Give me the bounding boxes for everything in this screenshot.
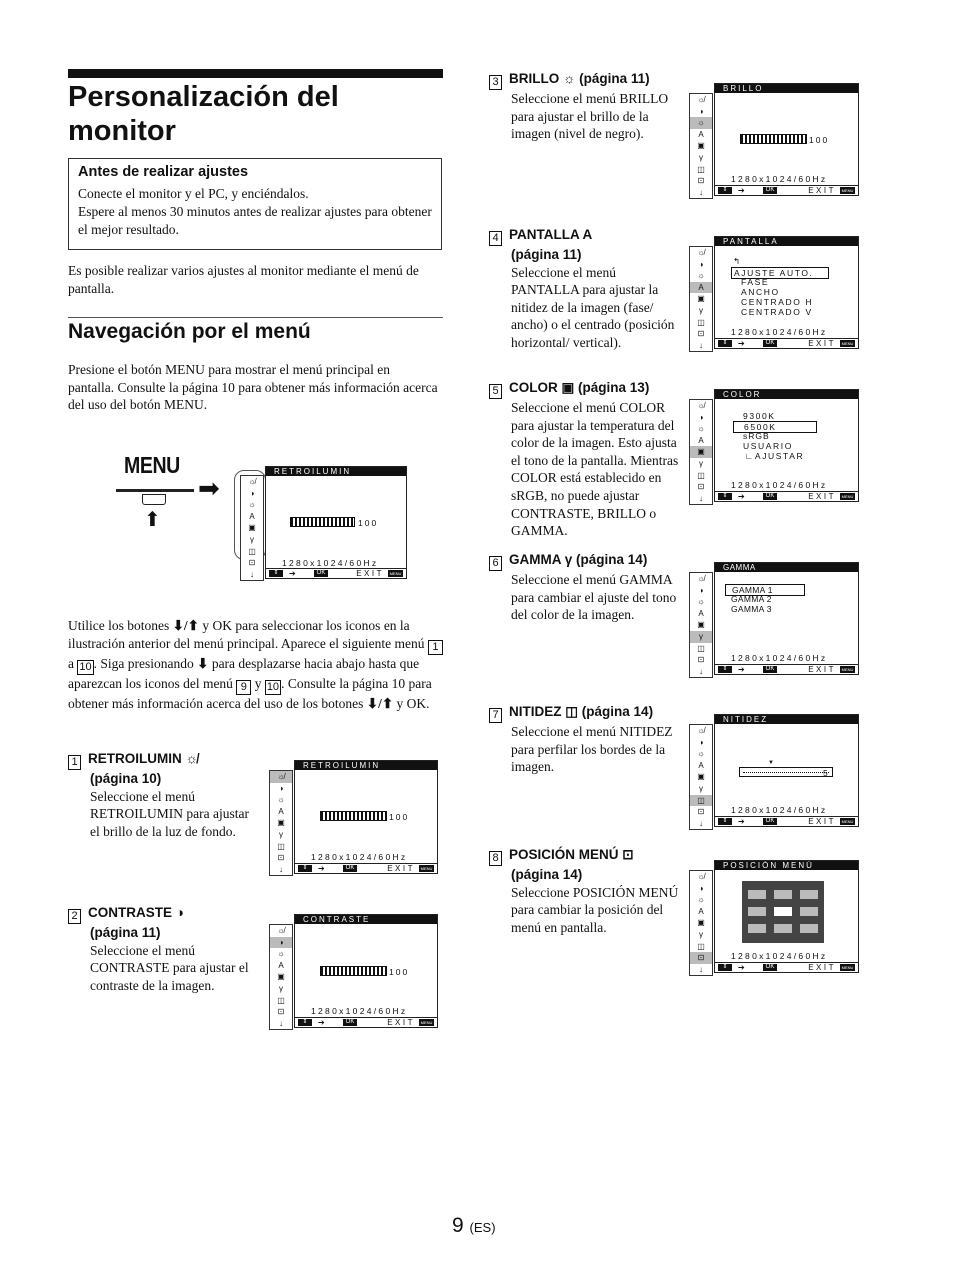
ok-key: OK <box>314 570 328 577</box>
option-user: USUARIO <box>743 441 793 451</box>
backlight-icon: ☼̸ <box>697 401 705 410</box>
sharpness-icon: ◫ <box>697 317 705 327</box>
contrast-icon: ◑ <box>698 883 704 893</box>
box-heading: Antes de realizar ajustes <box>78 164 249 180</box>
intro-text: Es posible realizar varios ajustes al monitor mediante el menú de pantalla. <box>68 263 419 296</box>
item-number: 8 <box>489 851 502 866</box>
menu-key: MENU <box>841 494 854 499</box>
resolution: 1280x1024/60Hz <box>282 558 379 568</box>
position-cell <box>774 924 792 933</box>
num-10: 10 <box>79 660 92 673</box>
menu-position-icon: ⊡ <box>690 952 712 964</box>
exit-label: EXIT <box>387 864 415 873</box>
level-value: 100 <box>358 518 379 528</box>
color-icon: ▣ <box>697 141 705 151</box>
exit-label: EXIT <box>808 339 836 348</box>
item-number: 3 <box>489 75 502 90</box>
item-number: 2 <box>68 909 81 924</box>
exit-label: EXIT <box>808 665 836 674</box>
item-5 <box>489 379 679 540</box>
enter-icon: ➔ <box>738 963 745 972</box>
sharpness-icon: ◫ <box>565 704 579 719</box>
resolution: 1280x1024/60Hz <box>731 174 828 184</box>
color-icon: ▣ <box>697 772 705 782</box>
enter-icon: ➔ <box>738 339 745 348</box>
item-3 <box>489 70 679 143</box>
menu-key: MENU <box>389 571 402 576</box>
backlight-icon: ☼̸ <box>697 726 705 735</box>
resolution: 1280x1024/60Hz <box>731 327 828 337</box>
item-text: Seleccione el menú NITIDEZ para perfilar los bordes de la imagen. <box>511 724 673 775</box>
color-icon: ▣ <box>697 294 705 304</box>
sharpness-bar <box>739 767 833 777</box>
position-cell <box>748 924 766 933</box>
menu-key: MENU <box>420 866 433 871</box>
page-number-value: 9 <box>452 1214 464 1237</box>
osd-header: POSICIÓN MENÚ <box>715 861 858 870</box>
color-icon: ▣ <box>697 620 705 630</box>
gamma-icon: γ <box>690 631 712 643</box>
t: y OK para seleccionar los iconos en la ilustración anterior del menú principal. Aparece el siguiente menú <box>68 618 428 651</box>
item-name: BRILLO <box>509 71 560 86</box>
bezel-line <box>116 489 194 492</box>
enter-icon: ➔ <box>318 1018 325 1027</box>
box-line-2: Espere al menos 30 minutos antes de realizar ajustes para obtener el mejor resultado. <box>78 204 432 237</box>
brightness-icon: ☼ <box>697 271 705 281</box>
box-line-1: Conecte el monitor y el PC, y enciéndalos. <box>78 186 309 201</box>
level-value: 100 <box>389 812 410 822</box>
osd-header: BRILLO <box>715 84 858 93</box>
position-cell <box>800 907 818 916</box>
color-icon: ▣ <box>561 380 575 395</box>
resolution: 1280x1024/60Hz <box>311 852 408 862</box>
enter-icon: ➔ <box>738 817 745 826</box>
gamma-icon: γ <box>250 534 254 544</box>
brightness-icon: ☼ <box>277 949 285 959</box>
return-icon: ↰ <box>733 256 742 266</box>
resolution: 1280x1024/60Hz <box>311 1006 408 1016</box>
contrast-icon: ◑ <box>698 737 704 747</box>
sharpness-icon: ◫ <box>248 546 256 556</box>
backlight-icon: ☼̸ <box>270 771 292 783</box>
exit-label: EXIT <box>808 817 836 826</box>
position-grid <box>742 881 824 943</box>
updown-key-icon: ⇕ <box>718 340 732 347</box>
brightness-icon: ☼ <box>277 795 285 805</box>
level-bar <box>320 811 387 821</box>
exit-label: EXIT <box>808 492 836 501</box>
down-arrow-icon: ⬇ <box>197 655 209 671</box>
sharpness-marker-icon: ▼ <box>768 760 774 766</box>
item-text: Seleccione el menú PANTALLA para ajustar la nitidez de la imagen (fase/ ancho) o el centrado (posición horizontal/ vertical). <box>511 264 675 350</box>
brightness-icon: ☼ <box>697 597 705 607</box>
sharpness-icon: ◫ <box>277 995 285 1005</box>
menu-key: MENU <box>841 188 854 193</box>
item-page-ref: (página 14) <box>581 704 654 719</box>
option-gamma-2: GAMMA 2 <box>731 594 772 604</box>
up-arrow-icon: ⬆ <box>144 509 161 531</box>
level-bar <box>320 966 387 976</box>
updown-key-icon: ⇕ <box>718 964 732 971</box>
scroll-down-icon: ↓ <box>699 187 703 197</box>
menu-label: MENU <box>124 452 180 478</box>
option-auto: AJUSTE AUTO. <box>731 267 829 279</box>
item-name: RETROILUMIN <box>88 751 182 766</box>
contrast-icon: ◑ <box>698 259 704 269</box>
contrast-icon: ◑ <box>698 412 704 422</box>
resolution: 1280x1024/60Hz <box>731 805 828 815</box>
option-width: ANCHO <box>741 287 780 297</box>
color-icon: ▣ <box>277 972 285 982</box>
sharpness-icon: ◫ <box>690 795 712 807</box>
exit-label: EXIT <box>387 1018 415 1027</box>
contrast-icon: ◑ <box>249 488 255 498</box>
enter-icon: ➔ <box>738 186 745 195</box>
ok-key: OK <box>763 493 777 500</box>
brightness-icon: ☼ <box>563 71 576 86</box>
item-7 <box>489 703 679 776</box>
item-6 <box>489 551 679 624</box>
option-adjust: ∟AJUSTAR <box>745 451 805 461</box>
nav-paragraph: Presione el botón MENU para mostrar el menú principal en pantalla. Consulte la página 10 para obtener más información acerca del uso del botón MENU. <box>68 362 438 413</box>
color-icon: ▣ <box>277 818 285 828</box>
resolution: 1280x1024/60Hz <box>731 653 828 663</box>
contrast-icon: ◑ <box>278 783 284 793</box>
item-8 <box>489 846 679 936</box>
menu-key: MENU <box>841 667 854 672</box>
color-icon: ▣ <box>690 446 712 458</box>
nav-paragraph-2 <box>68 617 444 712</box>
num-10: 10 <box>266 680 280 693</box>
osd-header: RETROILUMIN <box>266 467 406 476</box>
scroll-down-icon: ↓ <box>250 569 254 579</box>
item-name: COLOR <box>509 380 558 395</box>
arrows-icon: ⬇/⬆ <box>172 618 199 633</box>
item-text: Seleccione el menú CONTRASTE para ajustar el contraste de la imagen. <box>90 942 249 993</box>
level-bar <box>290 517 355 527</box>
screen-icon: A <box>698 129 704 139</box>
resolution: 1280x1024/60Hz <box>731 951 828 961</box>
backlight-icon: ☼̸ <box>697 574 705 583</box>
screen-icon: A <box>698 760 704 770</box>
num-9: 9 <box>236 680 251 695</box>
gamma-icon: γ <box>699 929 703 939</box>
item-page-ref: (página 10) <box>90 771 162 786</box>
position-cell <box>774 890 792 899</box>
item-page-ref: (página 13) <box>578 380 650 395</box>
updown-key-icon: ⇕ <box>718 666 732 673</box>
item-text: Seleccione el menú RETROILUMIN para ajustar el brillo de la luz de fondo. <box>90 788 249 839</box>
menu-position-icon: ⊡ <box>248 558 256 568</box>
scroll-down-icon: ↓ <box>699 493 703 503</box>
menu-position-icon: ⊡ <box>697 807 705 817</box>
ok-key: OK <box>763 964 777 971</box>
t: Utilice los botones <box>68 618 173 633</box>
ok-key: OK <box>343 1019 357 1026</box>
enter-icon: ➔ <box>318 864 325 873</box>
menu-position-icon: ⊡ <box>697 655 705 665</box>
scroll-down-icon: ↓ <box>699 964 703 974</box>
gamma-icon: γ <box>564 552 573 567</box>
position-cell-selected <box>774 907 792 916</box>
right-arrow-icon: ➡ <box>198 474 220 503</box>
updown-key-icon: ⇕ <box>718 818 732 825</box>
menu-key: MENU <box>841 341 854 346</box>
item-2 <box>68 904 260 994</box>
item-text: Seleccione el menú COLOR para ajustar la temperatura del color de la imagen. Esto ajusta el tono de la pantalla. Mientras COLOR está establecido en sRGB, no puede ajustar CONTRASTE, BRILLO o GAMMA. <box>511 400 679 539</box>
t: y <box>251 675 265 691</box>
ok-key: OK <box>763 666 777 673</box>
gamma-icon: γ <box>699 152 703 162</box>
item-page-ref: (página 11) <box>511 247 582 262</box>
menu-position-icon: ⊡ <box>277 1007 285 1017</box>
item-page-ref: (página 11) <box>579 71 650 86</box>
arrows-icon: ⬇/⬆ <box>366 695 394 711</box>
updown-key-icon: ⇕ <box>718 187 732 194</box>
backlight-icon: ☼̸ <box>248 477 256 486</box>
ok-key: OK <box>343 865 357 872</box>
osd-header: NITIDEZ <box>715 715 858 724</box>
osd-header: PANTALLA <box>715 237 858 246</box>
osd-header: RETROILUMIN <box>295 761 437 770</box>
position-cell <box>800 924 818 933</box>
option-center-v: CENTRADO V <box>741 307 813 317</box>
position-cell <box>800 890 818 899</box>
ok-key: OK <box>763 818 777 825</box>
enter-icon: ➔ <box>738 665 745 674</box>
backlight-icon: ☼̸ <box>697 248 705 257</box>
option-gamma-1: GAMMA 1 <box>725 584 805 596</box>
backlight-icon: ☼̸ <box>697 872 705 881</box>
osd-header: GAMMA <box>715 563 858 572</box>
option-adjust-label: AJUSTAR <box>754 451 805 461</box>
item-name: PANTALLA <box>509 227 580 242</box>
item-number: 1 <box>68 755 81 770</box>
screen-icon: A <box>698 906 704 916</box>
t: . Consulte la página 10 para obtener más información acerca del uso de los botones <box>68 675 432 711</box>
gamma-icon: γ <box>279 983 283 993</box>
updown-key-icon: ⇕ <box>298 865 312 872</box>
sharpness-icon: ◫ <box>697 164 705 174</box>
sharpness-icon: ◫ <box>697 941 705 951</box>
item-name: CONTRASTE <box>88 905 172 920</box>
contrast-icon: ◑ <box>175 905 184 920</box>
level-value: 100 <box>809 135 830 145</box>
osd-header: CONTRASTE <box>295 915 437 924</box>
contrast-icon: ◑ <box>270 937 292 949</box>
screen-icon: A <box>582 227 593 242</box>
brightness-icon: ☼ <box>248 500 256 510</box>
option-srgb: sRGB <box>743 431 770 441</box>
t: y OK. <box>393 695 430 711</box>
screen-icon: A <box>278 960 284 970</box>
option-6500k: 6500K <box>733 421 817 433</box>
backlight-icon: ☼̸ <box>697 95 705 104</box>
osd-header: COLOR <box>715 390 858 399</box>
item-page-ref: (página 14) <box>576 552 648 567</box>
gamma-icon: γ <box>699 305 703 315</box>
menu-position-icon: ⊡ <box>622 847 634 862</box>
backlight-icon: ☼̸ <box>185 751 198 766</box>
resolution: 1280x1024/60Hz <box>731 480 828 490</box>
menu-button[interactable] <box>142 494 166 505</box>
num-1: 1 <box>428 640 443 655</box>
color-icon: ▣ <box>248 523 256 533</box>
item-text: Seleccione el menú BRILLO para ajustar el brillo de la imagen (nivel de negro). <box>511 91 669 142</box>
scroll-down-icon: ↓ <box>279 1018 283 1028</box>
t: para desplazarse hacia abajo hasta que aparezcan los iconos del menú <box>68 655 420 691</box>
exit-label: EXIT <box>808 963 836 972</box>
exit-label: EXIT <box>356 569 384 578</box>
color-icon: ▣ <box>697 918 705 928</box>
option-phase: FASE <box>741 277 770 287</box>
position-cell <box>748 890 766 899</box>
item-number: 7 <box>489 708 502 723</box>
scroll-down-icon: ↓ <box>279 864 283 874</box>
contrast-icon: ◑ <box>698 106 704 116</box>
item-page-ref: (página 14) <box>511 867 583 882</box>
t: a <box>68 655 78 671</box>
enter-icon: ➔ <box>289 569 296 578</box>
sharpness-icon: ◫ <box>697 643 705 653</box>
section-rule <box>68 317 443 318</box>
item-1 <box>68 750 258 840</box>
screen-icon: A <box>698 608 704 618</box>
menu-position-icon: ⊡ <box>697 176 705 186</box>
updown-key-icon: ⇕ <box>718 493 732 500</box>
menu-key: MENU <box>841 819 854 824</box>
item-name: POSICIÓN MENÚ <box>509 847 619 862</box>
page-suffix: (ES) <box>469 1220 496 1235</box>
item-name: GAMMA <box>509 552 561 567</box>
brightness-icon: ☼ <box>697 749 705 759</box>
brightness-icon: ☼ <box>697 424 705 434</box>
sharpness-icon: ◫ <box>277 841 285 851</box>
item-number: 5 <box>489 384 502 399</box>
item-page-ref: (página 11) <box>90 925 161 940</box>
item-text: Seleccione POSICIÓN MENÚ para cambiar la posición del menú en pantalla. <box>511 884 679 935</box>
exit-label: EXIT <box>808 186 836 195</box>
page-number <box>452 1214 496 1238</box>
screen-icon: A <box>249 511 255 521</box>
sharpness-track <box>743 772 829 773</box>
enter-icon: ➔ <box>738 492 745 501</box>
gamma-icon: γ <box>699 458 703 468</box>
before-adjusting-box <box>68 158 442 250</box>
contrast-icon: ◑ <box>698 585 704 595</box>
scroll-down-icon: ↓ <box>699 340 703 350</box>
item-name: NITIDEZ <box>509 704 562 719</box>
menu-key: MENU <box>420 1020 433 1025</box>
page-title: Personalización del monitor <box>68 81 339 147</box>
item-4 <box>489 226 679 352</box>
menu-position-icon: ⊡ <box>277 853 285 863</box>
level-value: 100 <box>389 967 410 977</box>
brightness-icon: ☼ <box>690 117 712 129</box>
screen-icon: A <box>698 435 704 445</box>
item-number: 6 <box>489 556 502 571</box>
screen-icon: A <box>278 806 284 816</box>
menu-key: MENU <box>841 965 854 970</box>
section-heading: Navegación por el menú <box>68 320 311 343</box>
option-center-h: CENTRADO H <box>741 297 814 307</box>
brightness-icon: ☼ <box>697 895 705 905</box>
item-text: Seleccione el menú GAMMA para cambiar el ajuste del tono del color de la imagen. <box>511 572 677 623</box>
option-9300k: 9300K <box>743 411 776 421</box>
updown-key-icon: ⇕ <box>269 570 283 577</box>
updown-key-icon: ⇕ <box>298 1019 312 1026</box>
gamma-icon: γ <box>279 829 283 839</box>
position-cell <box>748 907 766 916</box>
gamma-icon: γ <box>699 783 703 793</box>
ok-key: OK <box>763 340 777 347</box>
menu-position-icon: ⊡ <box>697 329 705 339</box>
title-rule <box>68 69 443 78</box>
level-bar <box>740 134 807 144</box>
sharpness-icon: ◫ <box>697 470 705 480</box>
ok-key: OK <box>763 187 777 194</box>
t: . Siga presionando <box>93 655 198 671</box>
scroll-down-icon: ↓ <box>699 666 703 676</box>
scroll-down-icon: ↓ <box>699 818 703 828</box>
backlight-icon: ☼̸ <box>277 926 285 935</box>
sharpness-value: 5 <box>823 768 830 778</box>
option-gamma-3: GAMMA 3 <box>731 604 772 614</box>
menu-position-icon: ⊡ <box>697 482 705 492</box>
item-number: 4 <box>489 231 502 246</box>
screen-icon: A <box>690 282 712 294</box>
